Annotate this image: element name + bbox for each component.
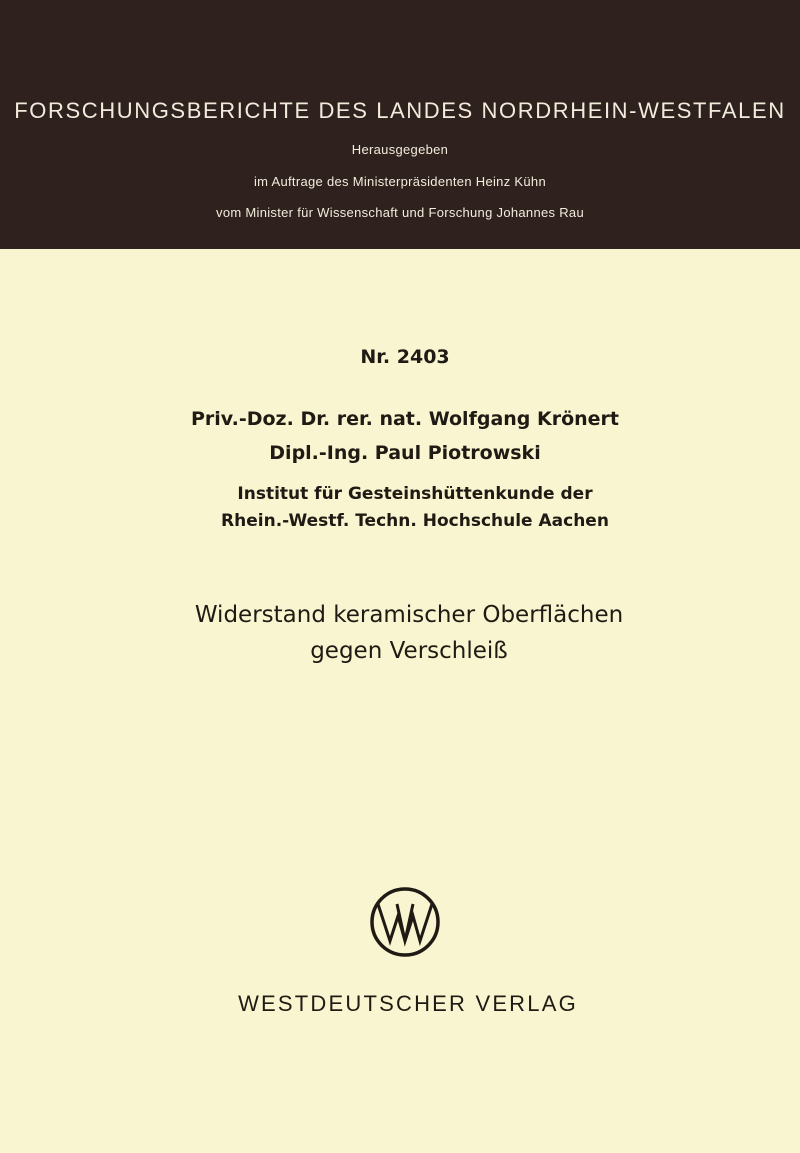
book-title-line-2: gegen Verschleiß: [310, 638, 508, 664]
report-number: Nr. 2403: [360, 346, 450, 368]
book-title-line-1: Widerstand keramischer Oberflächen: [194, 602, 624, 628]
series-title: FORSCHUNGSBERICHTE DES LANDES NORDRHEIN-WESTFALEN: [14, 98, 786, 123]
editor-line-1: Herausgegeben: [351, 142, 449, 157]
institute-line-2: Rhein.-Westf. Techn. Hochschule Aachen: [221, 511, 609, 531]
editor-line-2: im Auftrage des Ministerpräsidenten Heinz Kühn: [253, 174, 546, 189]
author-2: Dipl.-Ing. Paul Piotrowski: [269, 442, 541, 464]
publisher-name: WESTDEUTSCHER VERLAG: [238, 991, 578, 1016]
author-1: Priv.-Doz. Dr. rer. nat. Wolfgang Krönert: [190, 408, 620, 430]
institute-line-1: Institut für Gesteinshüttenkunde der: [237, 484, 593, 504]
header-band: [0, 0, 800, 249]
editor-line-3: vom Minister für Wissenschaft und Forschung Johannes Rau: [216, 205, 584, 220]
ww-logo-icon: [369, 886, 441, 958]
